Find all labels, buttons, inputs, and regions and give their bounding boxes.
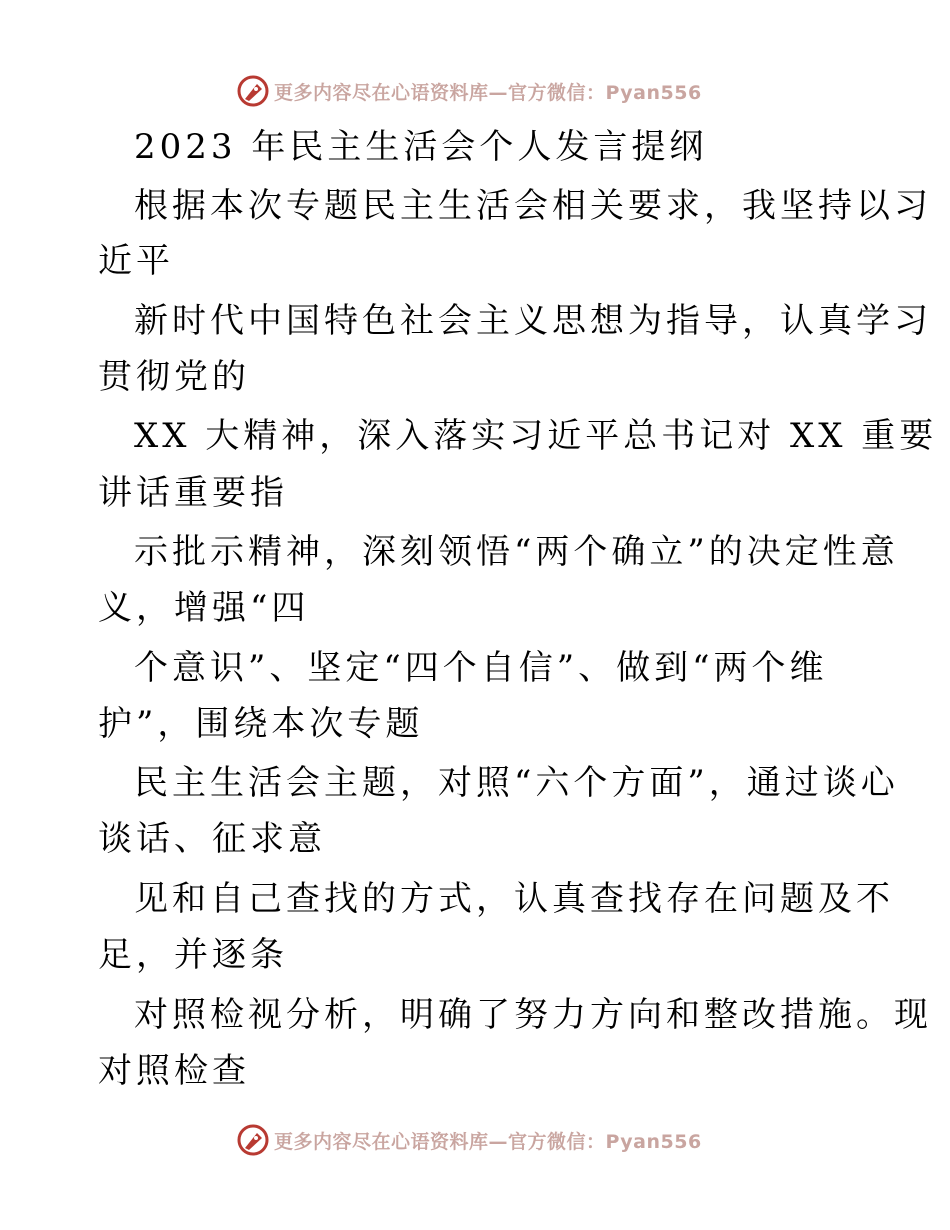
paragraph-line: 贯彻党的 <box>98 357 250 397</box>
paragraph-line: 见和自己查找的方式，认真查找存在问题及不 <box>134 879 894 919</box>
pen-nib-logo-icon <box>236 74 270 108</box>
paragraph-line: 谈话、征求意 <box>98 819 326 859</box>
paragraph-line: 足，并逐条 <box>98 935 288 975</box>
pen-nib-logo-icon <box>236 1123 270 1157</box>
paragraph-line: 示批示精神，深刻领悟“两个确立”的决定性意 <box>134 532 899 572</box>
document-title: 2023 年民主生活会个人发言提纲 <box>134 127 708 167</box>
paragraph-line: 近平 <box>98 241 174 281</box>
paragraph-line: 个意识”、坚定“四个自信”、做到“两个维 <box>134 648 828 688</box>
paragraph-line: 民主生活会主题，对照“六个方面”，通过谈心 <box>134 763 899 803</box>
footer-banner-text: 更多内容尽在心语资料库—官方微信：Pyan556 <box>274 1130 702 1153</box>
paragraph-line: 护”，围绕本次专题 <box>98 704 424 744</box>
paragraph-line: 义，增强“四 <box>98 588 310 628</box>
paragraph-line: 讲话重要指 <box>98 473 288 513</box>
footer-banner <box>236 1122 702 1158</box>
paragraph-line: 对照检视分析，明确了努力方向和整改措施。现 <box>134 995 932 1035</box>
paragraph-line: 根据本次专题民主生活会相关要求，我坚持以习 <box>134 186 932 226</box>
header-banner <box>236 73 702 109</box>
paragraph-line: 新时代中国特色社会主义思想为指导，认真学习 <box>134 301 932 341</box>
paragraph-line: 对照检查 <box>98 1051 250 1091</box>
paragraph-line: XX 大精神，深入落实习近平总书记对 XX 重要 <box>134 416 938 456</box>
header-banner-text: 更多内容尽在心语资料库—官方微信：Pyan556 <box>274 81 702 104</box>
